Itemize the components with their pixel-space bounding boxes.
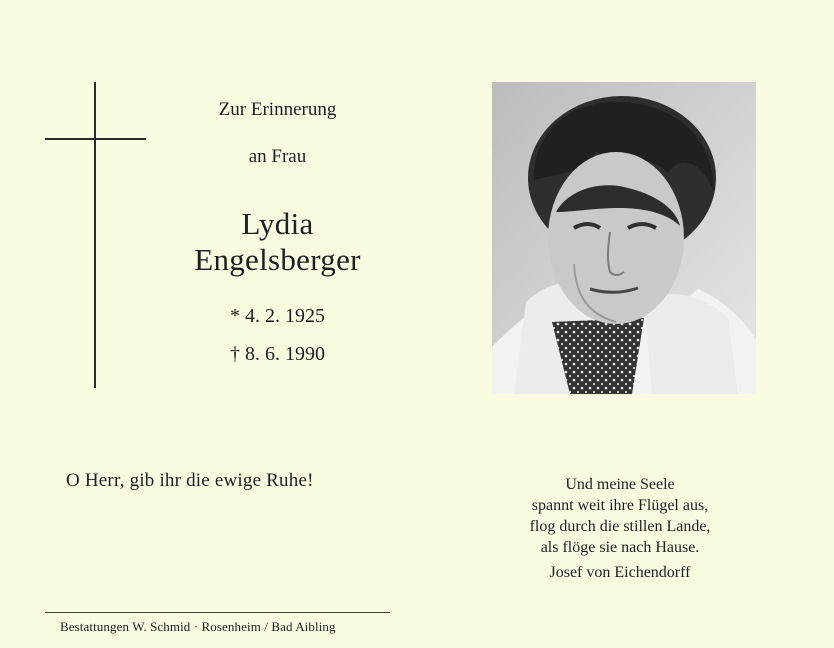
cross-horizontal-beam [45,138,146,140]
portrait-photo [492,82,756,394]
poem-author: Josef von Eichendorff [549,564,691,581]
funeral-home-credit: Bestattungen W. Schmid · Rosenheim / Bad Aibling [60,619,336,634]
death-date: † 8. 6. 1990 [230,343,325,365]
poem-line: flog durch die stillen Lande, [529,518,711,535]
last-name: Engelsberger [194,242,361,277]
memorial-intro: Zur Erinnerung [218,99,337,120]
poem-line: als flöge sie nach Hause. [540,539,700,556]
cross-vertical-beam [94,82,96,388]
poem-line: Und meine Seele [565,476,675,493]
poem-block [500,474,740,558]
poem-line: spannt weit ihre Flügel aus, [531,497,709,514]
footer-divider [45,612,390,613]
birth-date: * 4. 2. 1925 [230,305,325,327]
prayer-text: O Herr, gib ihr die ewige Ruhe! [66,470,314,491]
first-name: Lydia [241,206,314,241]
salutation: an Frau [248,146,307,167]
portrait-illustration [492,82,756,394]
